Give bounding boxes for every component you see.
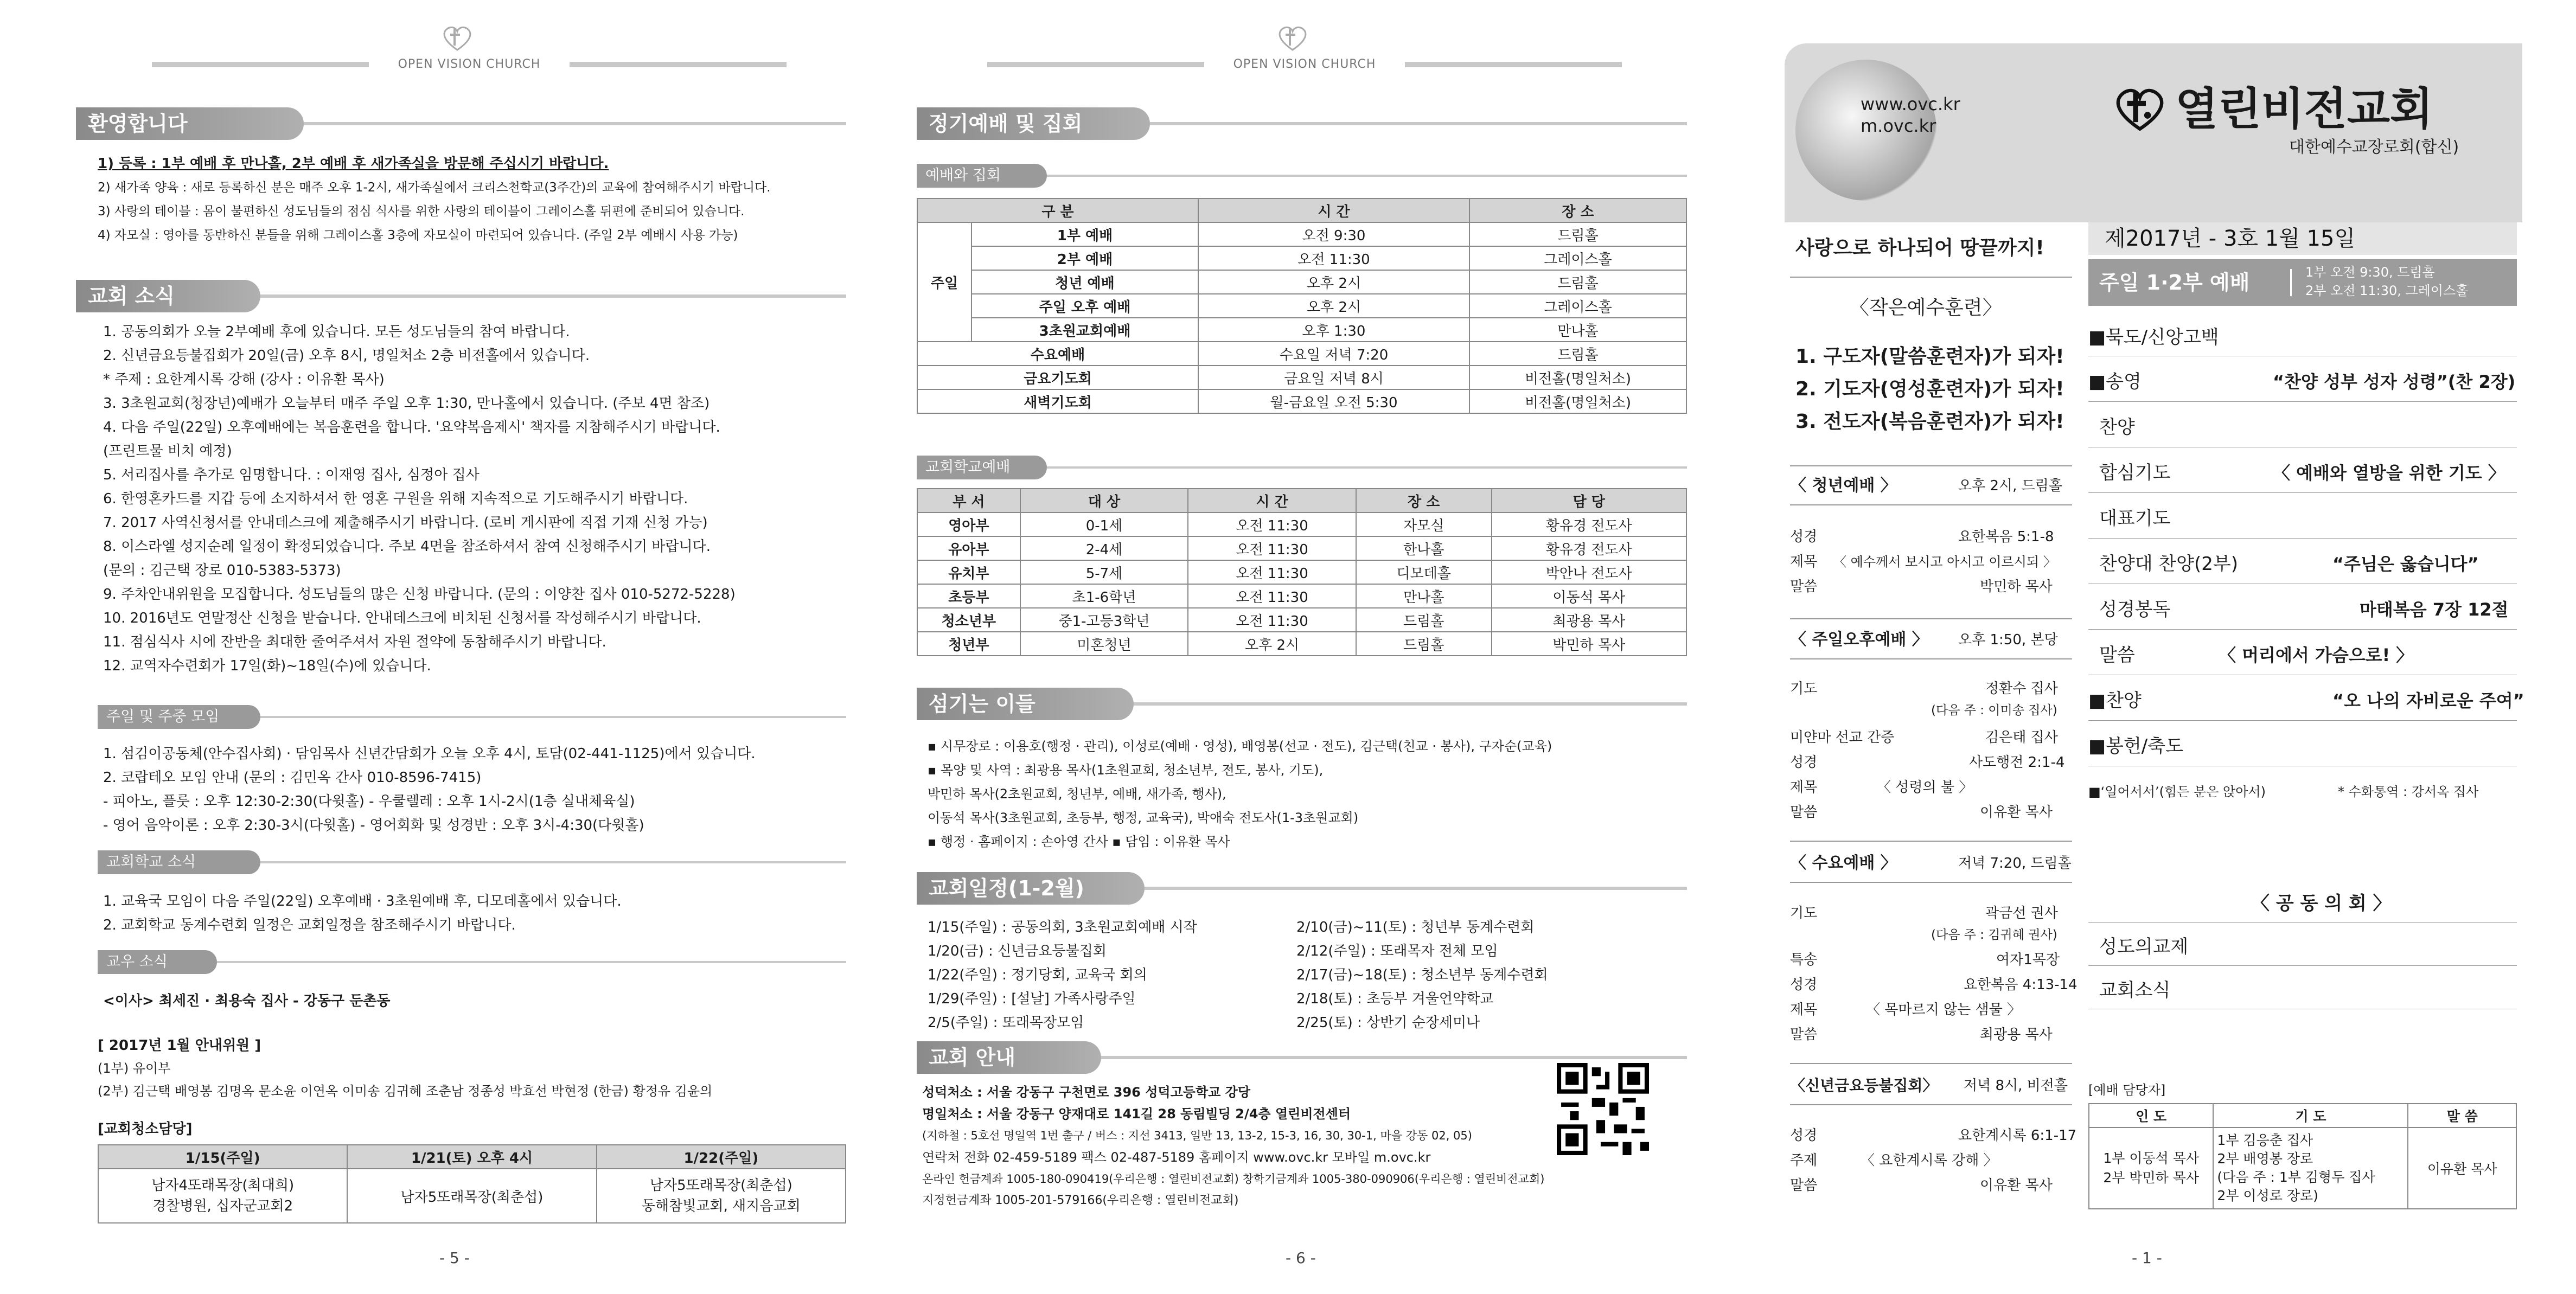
- friday-time: 저녁 8시, 비전홀: [1964, 1078, 2068, 1094]
- school-cell: 청소년부: [917, 608, 1020, 632]
- afternoon-value: 정환수 집사: [1985, 681, 2058, 697]
- weekday-item: - 영어 음악이론 : 오후 2:30-3시(다윗홀) - 영어회화 및 성경반 : 오후 3시-4:30(다윗홀): [103, 817, 644, 834]
- worship-cell: 오후 2시: [1198, 294, 1469, 318]
- slogan: 사랑으로 하나되어 땅끝까지!: [1795, 237, 2044, 259]
- afternoon-value: 김은태 집사: [1985, 729, 2058, 746]
- worship-cell: 1부 예배: [971, 222, 1198, 246]
- service-time-2: 2부 오전 11:30, 그레이스홀: [2305, 283, 2469, 298]
- worship-cell: 2부 예배: [971, 246, 1198, 270]
- afternoon-label: 성경: [1790, 754, 1818, 771]
- school-cell: 이동석 목사: [1492, 584, 1686, 608]
- sign-language-note: * 수화통역 : 강서옥 집사: [2338, 784, 2479, 799]
- guide-second: (2부) 김근택 배영봉 김명옥 문소윤 이연옥 이미송 김귀혜 조춘남 정종성 박효선 박현정 (한금) 황정유 김윤의: [98, 1084, 713, 1099]
- running-header: [987, 22, 1622, 76]
- order-item: 성경봉독: [2099, 599, 2171, 620]
- worship-cell: 월-금요일 오전 5:30: [1198, 389, 1469, 413]
- afternoon-value: 이유환 목사: [1980, 804, 2053, 821]
- schedule-item: 1/29(주일) : [설날] 가족사랑주일: [928, 991, 1136, 1007]
- school-cell: 디모데홀: [1356, 560, 1492, 584]
- duty-title: [예배 담당자]: [2088, 1082, 2166, 1098]
- order-value: 〈 예배와 열방을 위한 기도 〉: [2273, 463, 2505, 483]
- wednesday-heading: 〈 수요예배 〉: [1790, 854, 1897, 873]
- news-item: 11. 점심식사 시에 잔반을 최대한 줄여주셔서 자원 절약에 동참해주시기 바랍니다.: [103, 634, 606, 650]
- school-cell: 영아부: [917, 513, 1020, 536]
- order-item: ■묵도/신앙고백: [2088, 326, 2219, 348]
- school-cell: 청년부: [917, 632, 1020, 656]
- welcome-item: 4) 자모실 : 영아를 동반하신 분들을 위해 그레이스홀 3층에 자모실이 마련되어 있습니다. (주일 2부 예배시 사용 가능): [98, 228, 738, 242]
- weekday-item: 2. 코랍테오 모임 안내 (문의 : 김민옥 간사 010-8596-7415): [103, 770, 482, 786]
- rise-note: ■‘일어서서’(힘든 분은 앉아서): [2088, 784, 2266, 799]
- schedule-item: 2/18(토) : 초등부 겨울언약학교: [1296, 991, 1494, 1007]
- school-cell: 유아부: [917, 536, 1020, 560]
- page-6: [917, 0, 1687, 1294]
- order-value: 〈 머리에서 가슴으로! 〉: [2219, 645, 2414, 665]
- school-worship-table: [917, 488, 1687, 656]
- school-cell: 오전 11:30: [1188, 584, 1356, 608]
- cleaning-table: [98, 1144, 846, 1223]
- duty-header: 기 도: [2213, 1104, 2408, 1128]
- worship-tab: 예배와 집회: [917, 164, 1047, 188]
- worship-table: [917, 198, 1687, 414]
- service-time-1: 1부 오전 9:30, 드림홀: [2305, 265, 2435, 280]
- schedule-heading: 교회일정(1-2월): [917, 872, 1145, 905]
- youth-heading: 〈 청년예배 〉: [1790, 476, 1897, 495]
- youth-value: 〈 예수께서 보시고 아시고 이르시되 〉: [1833, 554, 2056, 569]
- worship-cell: 청년 예배: [971, 270, 1198, 294]
- duty-prayer: 1부 김응춘 집사 2부 배영봉 장로 (다음 주 : 1부 김형두 집사 2부 이성로 장로): [2213, 1128, 2408, 1209]
- wednesday-label: 기도: [1790, 905, 1818, 921]
- assembly-item: 교회소식: [2099, 979, 2171, 1001]
- friday-label: 성경: [1790, 1128, 1818, 1144]
- servants-item: ▪ 시무장로 : 이용호(행정 · 관리), 이성로(예배 · 영성), 배영봉(선교 · 전도), 김근택(친교 · 봉사), 구자순(교육): [928, 739, 1552, 754]
- cleaning-cell: 남자4또래목장(최대희) 경찰병원, 십자군교회2: [98, 1169, 347, 1223]
- page-number: - 6 -: [1286, 1249, 1316, 1267]
- school-cell: 오전 11:30: [1188, 513, 1356, 536]
- schedule-item: 2/5(주일) : 또래목장모임: [928, 1015, 1084, 1031]
- cleaning-header: 1/15(주일): [98, 1145, 347, 1169]
- order-item: ■찬양: [2088, 690, 2142, 712]
- worship-header: 장 소: [1469, 198, 1686, 222]
- news-item: 4. 다음 주일(22일) 오후예배에는 복음훈련을 합니다. '요약복음제시' 책자를 지참해주시기 바랍니다.: [103, 419, 720, 435]
- schedule-item: 1/15(주일) : 공동의회, 3초원교회예배 시작: [928, 919, 1197, 936]
- order-item: 합심기도: [2099, 462, 2171, 484]
- service-title: 주일 1·2부 예배: [2099, 271, 2250, 294]
- cleaning-cell: 남자5또래목장(최춘섭) 동해참빛교회, 새지음교회: [597, 1169, 846, 1223]
- afternoon-value: 〈 성령의 불 〉: [1877, 779, 1973, 796]
- wednesday-value: 곽금선 권사: [1985, 905, 2058, 921]
- worship-cell: 드림홀: [1469, 342, 1686, 366]
- school-header: 대 상: [1020, 489, 1188, 513]
- training-title: 〈작은예수훈련〉: [1850, 297, 2002, 319]
- servants-heading: 섬기는 이들: [917, 688, 1134, 720]
- school-news-heading: 교회학교 소식: [98, 850, 260, 874]
- afternoon-value: (다음 주 : 이미송 집사): [1931, 703, 2057, 718]
- running-header: [152, 22, 787, 76]
- worship-cell: 드림홀: [1469, 270, 1686, 294]
- school-news-item: 1. 교육국 모임이 다음 주일(22일) 오후예배 · 3초원예배 후, 디모데홀에서 있습니다.: [103, 893, 622, 909]
- guide-first: (1부) 유이부: [98, 1061, 171, 1076]
- school-cell: 황유경 전도사: [1492, 513, 1686, 536]
- school-header: 담 당: [1492, 489, 1686, 513]
- school-worship-tab: 교회학교예배: [917, 456, 1047, 479]
- afternoon-label: 기도: [1790, 681, 1818, 697]
- servants-item: ▪ 목양 및 사역 : 최광용 목사(1초원교회, 청소년부, 전도, 봉사, 기도),: [928, 763, 1324, 778]
- info-item: 명일처소 : 서울 강동구 양재대로 141길 28 동림빌딩 2/4층 열린비전센터: [922, 1106, 1351, 1122]
- worship-cell: 금요일 저녁 8시: [1198, 366, 1469, 389]
- afternoon-time: 오후 1:50, 본당: [1958, 632, 2058, 648]
- order-value: “주님은 옳습니다”: [2332, 554, 2479, 574]
- welcome-item: 2) 새가족 양육 : 새로 등록하신 분은 매주 오후 1-2시, 새가족실에서 크리스천학교(3주간)의 교육에 참여해주시기 바랍니다.: [98, 181, 771, 195]
- school-cell: 유치부: [917, 560, 1020, 584]
- servants-item: ▪ 행정 · 홈페이지 : 손아영 간사 ▪ 담임 : 이유환 목사: [928, 834, 1230, 849]
- duty-header: 인 도: [2089, 1104, 2213, 1128]
- school-cell: 오전 11:30: [1188, 608, 1356, 632]
- page-number: - 1 -: [2132, 1249, 2162, 1267]
- news-item: 9. 주차안내위원을 모집합니다. 성도님들의 많은 신청 바랍니다. (문의 : 이양찬 집사 010-5272-5228): [103, 586, 736, 603]
- news-item: 8. 이스라엘 성지순례 일정이 확정되었습니다. 주보 4면을 참조하셔서 참여 신청해주시기 바랍니다.: [103, 539, 711, 555]
- mobile-url[interactable]: m.ovc.kr: [1861, 116, 1936, 136]
- training-goal: 1. 구도자(말씀훈련자)가 되자!: [1795, 345, 2064, 368]
- order-value: “찬양 성부 성자 성령”(찬 2장): [2273, 371, 2516, 392]
- page-5: [71, 0, 862, 1294]
- wednesday-value: (다음 주 : 김귀혜 권사): [1931, 928, 2057, 942]
- youth-label: 성경: [1790, 529, 1818, 545]
- weekday-item: 1. 섬김이공동체(안수집사회) · 담임목사 신년간담회가 오늘 오후 4시, 토담(02-441-1125)에서 있습니다.: [103, 746, 756, 762]
- worship-cell: 오전 9:30: [1198, 222, 1469, 246]
- worship-cell: 수요일 저녁 7:20: [1198, 342, 1469, 366]
- wednesday-value: 〈 목마르지 않는 샘물 〉: [1866, 1002, 2021, 1018]
- duty-table: [2088, 1103, 2517, 1209]
- info-item: 연락처 전화 02-459-5189 팩스 02-487-5189 홈페이지 www.ovc.kr 모바일 m.ovc.kr: [922, 1150, 1431, 1165]
- worship-cell: 비전홀(명일처소): [1469, 366, 1686, 389]
- worship-cell: 오후 2시: [1198, 270, 1469, 294]
- servants-item: 박민하 목사(2초원교회, 청년부, 예배, 새가족, 행사),: [928, 786, 1226, 802]
- friday-value: 이유환 목사: [1980, 1177, 2053, 1194]
- news-item: 3. 3초원교회(청장년)예배가 오늘부터 매주 주일 오후 1:30, 만나홀에서 있습니다. (주보 4면 참조): [103, 395, 710, 412]
- friday-label: 주제: [1790, 1152, 1818, 1169]
- news-item: 10. 2016년도 연말정산 신청을 받습니다. 안내데스크에 비치된 신청서를 작성해주시기 바랍니다.: [103, 610, 701, 626]
- youth-label: 말씀: [1790, 579, 1818, 595]
- youth-value: 요한복음 5:1-8: [1958, 529, 2054, 545]
- school-cell: 드림홀: [1356, 632, 1492, 656]
- news-heading: 교회 소식: [76, 280, 260, 312]
- schedule-item: 2/12(주일) : 또래목자 전체 모임: [1296, 943, 1498, 959]
- training-goal: 3. 전도자(복음훈련자)가 되자!: [1795, 411, 2064, 433]
- page-number: - 5 -: [439, 1249, 470, 1267]
- youth-value: 박민하 목사: [1980, 579, 2053, 595]
- news-item: * 주제 : 요한계시록 강해 (강사 : 이유환 목사): [103, 371, 385, 388]
- order-item: 찬양: [2099, 417, 2135, 438]
- news-item: (프린트물 비치 예정): [103, 443, 232, 459]
- service-banner: [2088, 259, 2517, 306]
- member-news-item: <이사> 최세진 · 최용숙 집사 - 강동구 둔촌동: [103, 993, 391, 1009]
- news-item: 2. 신년금요등불집회가 20일(금) 오후 8시, 명일처소 2층 비전홀에서 있습니다.: [103, 348, 590, 364]
- school-cell: 박안나 전도사: [1492, 560, 1686, 584]
- worship-cell: 그레이스홀: [1469, 294, 1686, 318]
- wednesday-value: 여자1목장: [1996, 952, 2060, 968]
- school-cell: 초1-6학년: [1020, 584, 1188, 608]
- welcome-item: 3) 사랑의 테이블 : 몸이 불편하신 성도님들의 점심 식사를 위한 사랑의 테이블이 그레이스홀 뒤편에 준비되어 있습니다.: [98, 204, 745, 219]
- page-1-cover: [1785, 0, 2522, 1294]
- wednesday-label: 제목: [1790, 1002, 1818, 1018]
- church-logo-icon: [1274, 22, 1312, 54]
- friday-label: 말씀: [1790, 1177, 1818, 1194]
- info-item: 지정헌금계좌 1005-201-579166(우리은행 : 열린비전교회): [922, 1194, 1239, 1207]
- info-heading: 교회 안내: [917, 1041, 1101, 1074]
- servants-item: 이동석 목사(3초원교회, 초등부, 행정, 교육국), 박애숙 전도사(1-3초원교회): [928, 810, 1359, 825]
- welcome-item: 1) 등록 : 1부 예배 후 만나홀, 2부 예배 후 새가족실을 방문해 주십시기 바랍니다.: [98, 156, 609, 172]
- schedule-item: 1/20(금) : 신년금요등불집회: [928, 943, 1107, 959]
- school-news-item: 2. 교회학교 동계수련회 일정은 교회일정을 참조해주시기 바랍니다.: [103, 917, 516, 933]
- wednesday-value: 요한복음 4:13-14: [1964, 977, 2078, 993]
- website-url[interactable]: www.ovc.kr: [1861, 94, 1960, 114]
- school-cell: 오전 11:30: [1188, 560, 1356, 584]
- friday-value: 요한계시록 6:1-17: [1958, 1128, 2077, 1144]
- worship-cell: 새벽기도회: [917, 389, 1198, 413]
- school-cell: 만나홀: [1356, 584, 1492, 608]
- worship-cell: 비전홀(명일처소): [1469, 389, 1686, 413]
- assembly-title: 〈 공 동 의 회 〉: [2251, 893, 2392, 914]
- school-cell: 0-1세: [1020, 513, 1188, 536]
- denomination: 대한예수교장로회(합신): [2289, 138, 2459, 157]
- school-cell: 드림홀: [1356, 608, 1492, 632]
- cover-header: [1785, 43, 2522, 222]
- school-header: 시 간: [1188, 489, 1356, 513]
- cleaning-cell: 남자5또래목장(최춘섭): [347, 1169, 596, 1223]
- worship-cell: 오전 11:30: [1198, 246, 1469, 270]
- afternoon-heading: 〈 주일오후예배 〉: [1790, 630, 1928, 649]
- school-cell: 최광용 목사: [1492, 608, 1686, 632]
- schedule-item: 2/17(금)~18(토) : 청소년부 동계수련회: [1296, 967, 1548, 983]
- school-cell: 한나홀: [1356, 536, 1492, 560]
- order-value: 마태복음 7장 12절: [2360, 599, 2509, 620]
- weekday-item: - 피아노, 플룻 : 오후 12:30-2:30(다윗홀) - 우쿨렐레 : 오후 1시-2시(1층 실내체육실): [103, 793, 635, 810]
- worship-cell: 오후 1:30: [1198, 318, 1469, 342]
- issue-number: 제2017년 - 3호 1월 15일: [2088, 222, 2517, 255]
- school-cell: 중1-고등3학년: [1020, 608, 1188, 632]
- afternoon-label: 제목: [1790, 779, 1818, 796]
- news-item: 7. 2017 사역신청서를 안내데스크에 제출해주시기 바랍니다. (로비 게시판에 직접 기재 신청 가능): [103, 515, 708, 531]
- assembly-item: 성도의교제: [2099, 936, 2189, 958]
- school-cell: 2-4세: [1020, 536, 1188, 560]
- welcome-heading: 환영합니다: [76, 107, 304, 140]
- duty-sermon: 이유환 목사: [2408, 1128, 2516, 1209]
- wednesday-label: 말씀: [1790, 1027, 1818, 1043]
- schedule-item: 2/25(토) : 상반기 순장세미나: [1296, 1015, 1480, 1031]
- church-logo-icon: [438, 22, 476, 54]
- afternoon-label: 미얀마 선교 간증: [1790, 729, 1895, 746]
- church-logo-icon: [2110, 81, 2170, 136]
- info-item: (지하철 : 5호선 명일역 1번 출구 / 버스 : 지선 3413, 일반 13, 13-2, 15-3, 16, 30, 30-1, 마을 강동 02, 05): [922, 1129, 1472, 1142]
- order-value: “오 나의 자비로운 주여”: [2332, 690, 2524, 711]
- friday-value: 〈 요한계시록 강해 〉: [1861, 1152, 1998, 1169]
- worship-cell: 주일: [917, 222, 971, 342]
- worship-header: 구 분: [917, 198, 1198, 222]
- school-cell: 초등부: [917, 584, 1020, 608]
- wednesday-value: 최광용 목사: [1980, 1027, 2053, 1043]
- school-cell: 자모실: [1356, 513, 1492, 536]
- school-cell: 5-7세: [1020, 560, 1188, 584]
- worship-cell: 그레이스홀: [1469, 246, 1686, 270]
- weekday-heading: 주일 및 주중 모임: [98, 705, 260, 729]
- order-item: ■송영: [2088, 371, 2142, 393]
- cleaning-header: 1/21(토) 오후 4시: [347, 1145, 596, 1169]
- school-header: 장 소: [1356, 489, 1492, 513]
- wednesday-time: 저녁 7:20, 드림홀: [1958, 855, 2072, 872]
- worship-cell: 주일 오후 예배: [971, 294, 1198, 318]
- guide-title: [ 2017년 1월 안내위원 ]: [98, 1037, 261, 1054]
- worship-cell: 수요예배: [917, 342, 1198, 366]
- youth-time: 오후 2시, 드림홀: [1958, 478, 2063, 494]
- worship-cell: 금요기도회: [917, 366, 1198, 389]
- news-item: 12. 교역자수련회가 17일(화)~18일(수)에 있습니다.: [103, 658, 431, 674]
- cleaning-title: [교회청소담당]: [98, 1121, 193, 1137]
- info-item: 온라인 헌금계좌 1005-180-090419(우리은행 : 열린비전교회) 창학기금계좌 1005-380-090906(우리은행 : 열린비전교회): [922, 1173, 1545, 1186]
- school-header: 부 서: [917, 489, 1020, 513]
- youth-label: 제목: [1790, 554, 1818, 570]
- info-item: 성덕처소 : 서울 강동구 구천면로 396 성덕고등학교 강당: [922, 1085, 1251, 1100]
- school-cell: 미혼청년: [1020, 632, 1188, 656]
- school-cell: 오전 11:30: [1188, 536, 1356, 560]
- order-item: 대표기도: [2099, 508, 2171, 529]
- school-cell: 황유경 전도사: [1492, 536, 1686, 560]
- wednesday-label: 성경: [1790, 977, 1818, 993]
- running-header-name: OPEN VISION CHURCH: [398, 57, 541, 71]
- order-item: ■봉헌/축도: [2088, 735, 2183, 757]
- duty-header: 말 씀: [2408, 1104, 2516, 1128]
- news-item: 1. 공동의회가 오늘 2부예배 후에 있습니다. 모든 성도님들의 참여 바랍니다.: [103, 324, 570, 340]
- schedule-item: 2/10(금)~11(토) : 청년부 동계수련회: [1296, 919, 1535, 936]
- church-name: 열린비전교회: [2175, 84, 2433, 135]
- news-item: 6. 한영혼카드를 지갑 등에 소지하셔서 한 영혼 구원을 위해 지속적으로 기도해주시기 바랍니다.: [103, 491, 688, 507]
- school-cell: 박민하 목사: [1492, 632, 1686, 656]
- schedule-item: 1/22(주일) : 정기당회, 교육국 회의: [928, 967, 1148, 983]
- qr-code-icon[interactable]: [1557, 1063, 1649, 1155]
- afternoon-value: 사도행전 2:1-4: [1969, 754, 2065, 771]
- news-item: 5. 서리집사를 추가로 임명합니다. : 이재영 집사, 심정아 집사: [103, 467, 480, 483]
- worship-cell: 3초원교회예배: [971, 318, 1198, 342]
- afternoon-label: 말씀: [1790, 804, 1818, 821]
- training-goal: 2. 기도자(영성훈련자)가 되자!: [1795, 378, 2064, 400]
- worship-cell: 만나홀: [1469, 318, 1686, 342]
- worship-heading: 정기예배 및 집회: [917, 107, 1150, 140]
- order-item: 찬양대 찬양(2부): [2099, 553, 2239, 575]
- news-item: (문의 : 김근택 장로 010-5383-5373): [103, 562, 341, 579]
- duty-lead: 1부 이동석 목사 2부 박민하 목사: [2089, 1128, 2213, 1209]
- worship-cell: 드림홀: [1469, 222, 1686, 246]
- member-news-heading: 교우 소식: [98, 950, 217, 974]
- running-header-name: OPEN VISION CHURCH: [1233, 57, 1376, 71]
- wednesday-label: 특송: [1790, 952, 1818, 968]
- school-cell: 오후 2시: [1188, 632, 1356, 656]
- order-item: 말씀: [2099, 644, 2135, 666]
- friday-heading: 〈신년금요등불집회〉: [1790, 1077, 1938, 1094]
- worship-header: 시 간: [1198, 198, 1469, 222]
- cleaning-header: 1/22(주일): [597, 1145, 846, 1169]
